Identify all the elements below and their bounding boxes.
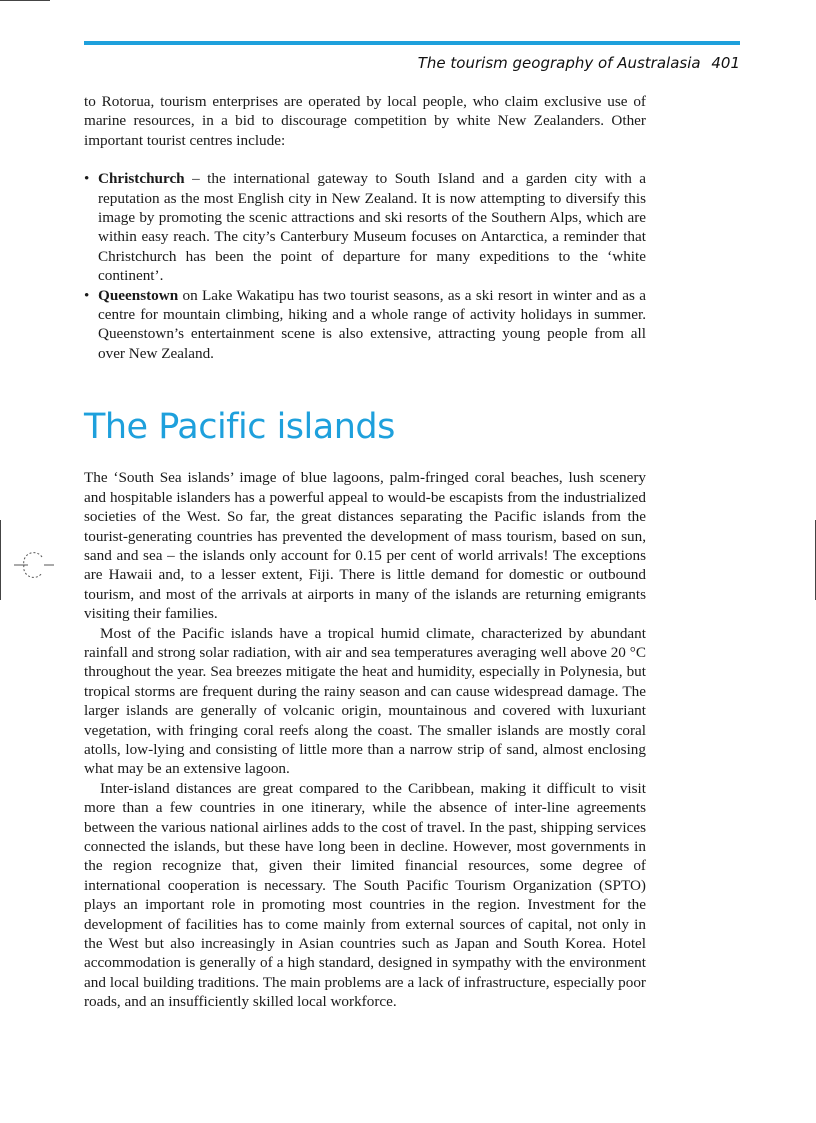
bullet-list xyxy=(84,169,646,363)
crop-corner-mark xyxy=(0,0,50,1)
list-item xyxy=(84,286,646,364)
page-body xyxy=(84,92,646,1012)
bullet-term: Queenstown xyxy=(98,286,179,304)
body-paragraph: Inter-island distances are great compared to the Caribbean, making it difficult to visit more than a few countries in one itinerary, while the absence of inter-line agreements between the various national airlines adds to the cost of travel. In the past, shipping services connected the islands, but these have long been in decline. However, most governments in the region recognize that, given their limited financial resources, some degree of international cooperation is necessary. The South Pacific Tourism Organization (SPTO) plays an important role in promoting most countries in the region. Investment for the development of facilities has to come mainly from external sources of capital, not only in the West but also increasingly in Asian countries such as Japan and South Korea. Hotel accommodation is generally of a high standard, designed in sympathy with the environment and local building traditions. The main problems are a lack of infrastructure, especially poor roads, and an insufficiently skilled local workforce. xyxy=(84,779,646,1011)
list-item xyxy=(84,169,646,285)
section-heading: The Pacific islands xyxy=(84,407,395,448)
registration-mark-icon xyxy=(14,551,54,579)
intro-paragraph: to Rotorua, tourism enterprises are operated by local people, who claim exclusive use of marine resources, in a bid to discourage competition by white New Zealanders. Other important tourist centres include: xyxy=(84,93,646,149)
bullet-icon: • xyxy=(84,170,90,188)
running-title: The tourism geography of Australasia xyxy=(417,54,701,72)
body-paragraph: The ‘South Sea islands’ image of blue lagoons, palm-fringed coral beaches, lush scenery and hospitable islanders has a powerful appeal to would-be escapists from the industrialized societies of the West. So far, the great distances separating the Pacific islands from the tourist-generating countries has prevented the development of mass tourism, based on sun, sand and sea – the islands only account for 0.15 per cent of world arrivals! The exceptions are Hawaii and, to a lesser extent, Fiji. There is little demand for domestic or outbound tourism, and most of the arrivals at airports in many of the islands are returning emigrants visiting their families. xyxy=(84,469,646,623)
bullet-icon: • xyxy=(84,286,90,304)
crop-side-mark-left xyxy=(0,520,1,600)
header-rule xyxy=(84,41,740,45)
running-head xyxy=(84,54,740,72)
bullet-term: Christchurch xyxy=(98,170,185,188)
body-paragraph: Most of the Pacific islands have a tropical humid climate, characterized by abundant rainfall and strong solar radiation, with air and sea temperatures averaging well above 20 °C throughout the year. Sea breezes mitigate the heat and humidity, especially in Polynesia, but tropical storms are frequent during the rainy season and can cause widespread damage. The larger islands are generally of volcanic origin, mountainous and covered with luxuriant vegetation, with fringing coral reefs along the coast. The smaller islands are mostly coral atolls, low-lying and consisting of little more than a narrow strip of sand, almost enclosing what may be an extensive lagoon. xyxy=(84,624,646,778)
page-number: 401 xyxy=(711,54,740,72)
bullet-text: – the international gateway to South Island and a garden city with a reputation as the most English city in New Zealand. It is now attempting to diversify this image by promoting the scenic attractions and ski resorts of the Southern Alps, which are within easy reach. The city’s Canterbury Museum focuses on Antarctica, a reminder that Christchurch has been the point of departure for many expeditions to the ‘white continent’. xyxy=(98,170,646,285)
bullet-text: on Lake Wakatipu has two tourist seasons, as a ski resort in winter and as a centre for mountain climbing, hiking and a whole range of activity holidays in summer. Queenstown’s entertainment scene is also extensive, attracting young people from all over New Zealand. xyxy=(98,286,646,362)
